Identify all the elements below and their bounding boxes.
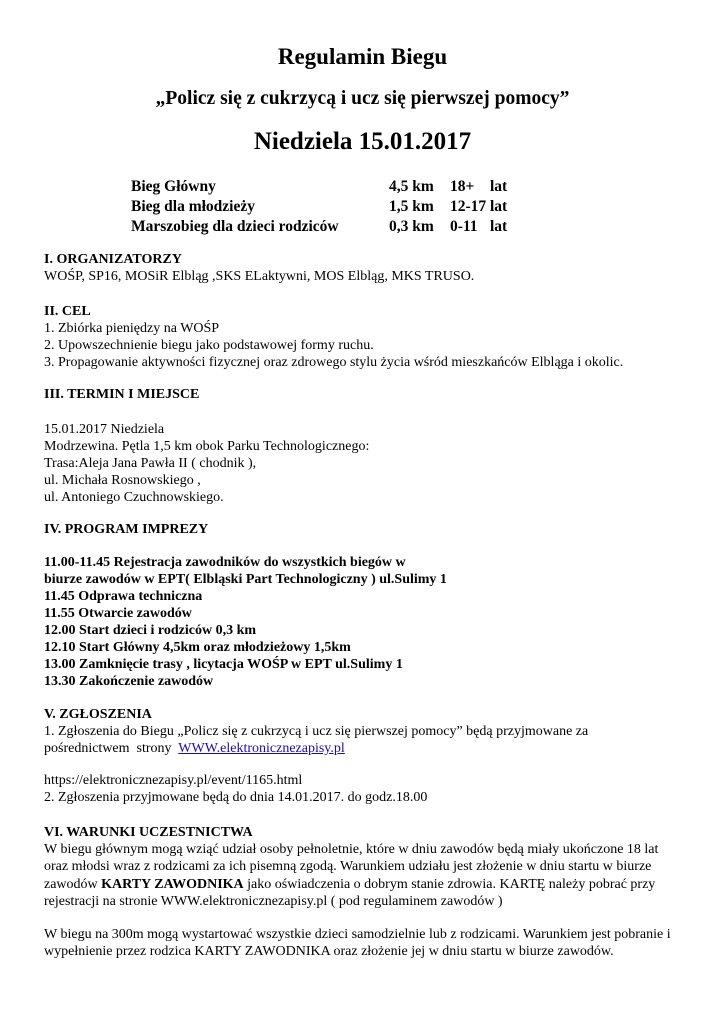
registration-prefix: pośrednictwem strony xyxy=(44,741,179,756)
section-heading: III. TERMIN I MIEJSCE xyxy=(44,387,200,402)
race-age-unit: lat xyxy=(490,198,508,215)
list-item: 1. Zbiórka pieniędzy na WOŚP xyxy=(44,321,220,336)
organizers-text: WOŚP, SP16, MOSiR Elbląg ,SKS ELaktywni, MOS Elbląg, MKS TRUSO. xyxy=(44,269,475,284)
schedule-line: 13.30 Zakończenie zawodów xyxy=(44,674,214,689)
venue-line: ul. Michała Rosnowskiego , xyxy=(44,473,201,488)
schedule-line: 13.00 Zamknięcie trasy , licytacja WOŚP w EPT ul.Sulimy 1 xyxy=(44,657,403,672)
registration-link[interactable]: WWW.elektronicznezapisy.pl xyxy=(178,741,345,756)
section-organizers xyxy=(44,251,694,285)
race-distance: 4,5 km xyxy=(389,178,434,195)
race-distance: 1,5 km xyxy=(389,198,434,215)
program-schedule xyxy=(44,554,694,690)
section-registration xyxy=(44,706,694,757)
section-heading: I. ORGANIZATORZY xyxy=(44,252,182,267)
section-goal xyxy=(44,303,694,371)
registration-extra xyxy=(44,772,694,806)
race-age-unit: lat xyxy=(490,178,508,195)
race-name: Bieg Główny xyxy=(131,178,216,195)
section-program xyxy=(44,521,694,538)
section-heading: IV. PROGRAM IMPREZY xyxy=(44,522,209,537)
venue-line: ul. Antoniego Czuchnowskiego. xyxy=(44,490,224,505)
event-date: Niedziela 15.01.2017 xyxy=(253,128,472,155)
race-name: Marszobieg dla dzieci rodziców xyxy=(131,218,339,235)
race-age: 0-11 xyxy=(450,218,478,235)
schedule-line: 11.45 Odprawa techniczna xyxy=(44,589,203,604)
schedule-line: 12.00 Start dzieci i rodziców 0,3 km xyxy=(44,623,257,638)
schedule-line: biurze zawodów w EPT( Elbląski Part Technologiczny ) ul.Sulimy 1 xyxy=(44,572,447,587)
race-row xyxy=(131,177,531,197)
document-title: Regulamin Biegu xyxy=(277,44,448,69)
schedule-line: 12.10 Start Główny 4,5km oraz młodzieżowy 1,5km xyxy=(44,640,351,655)
race-row xyxy=(131,217,531,237)
venue-details xyxy=(44,421,694,506)
race-name: Bieg dla młodzieży xyxy=(131,198,255,215)
event-subtitle: „Policz się z cukrzycą i ucz się pierwszej pomocy” xyxy=(155,88,570,109)
section-heading: VI. WARUNKI UCZESTNICTWA xyxy=(44,825,253,840)
conditions-text: jako oświadczenia o dobrym stanie zdrowia. KARTĘ należy pobrać przy rejestracji na stronie WWW.elektronicznezapisy.pl ( pod regulaminem zawodów ) xyxy=(44,876,656,909)
races-table xyxy=(131,177,531,237)
race-age: 18+ xyxy=(450,178,475,195)
list-item: 2. Upowszechnienie biegu jako podstawowej formy ruchu. xyxy=(44,338,374,353)
list-item: 3. Propagowanie aktywności fizycznej oraz zdrowego stylu życia wśród mieszkańców Elbląga i okolic. xyxy=(44,355,624,370)
schedule-line: 11.00-11.45 Rejestracja zawodników do wszystkich biegów w xyxy=(44,555,406,570)
conditions-paragraph xyxy=(44,841,684,910)
conditions-paragraph: W biegu na 300m mogą wystartować wszystkie dzieci samodzielnie lub z rodzicami. Warunkiem jest pobranie i wypełnienie przez rodzica KARTY ZAWODNIKA oraz złożenie jej w dniu startu w biurze zawodów. xyxy=(44,927,671,960)
registration-line xyxy=(44,740,694,757)
conditions-bold-text: KARTY ZAWODNIKA xyxy=(101,876,244,892)
registration-url: https://elektronicznezapisy.pl/event/1165.html xyxy=(44,773,303,788)
registration-deadline: 2. Zgłoszenia przyjmowane będą do dnia 14.01.2017. do godz.18.00 xyxy=(44,790,428,805)
section-conditions xyxy=(44,824,684,910)
schedule-line: 11.55 Otwarcie zawodów xyxy=(44,606,192,621)
conditions-text: W biegu głównym mogą wziąć udział osoby pełnoletnie, które w dniu zawodów będą miały ukończone 18 lat oraz młodsi wraz z rodzicami za ich pisemną zgodą. Warunkiem udziału jest złożenie w dniu startu w biurze zawodów xyxy=(44,842,659,892)
section-heading: II. CEL xyxy=(44,304,91,319)
race-age: 12-17 xyxy=(450,198,487,215)
race-row xyxy=(131,197,531,217)
section-heading: V. ZGŁOSZENIA xyxy=(44,707,152,722)
race-age-unit: lat xyxy=(490,218,508,235)
venue-line: Trasa:Aleja Jana Pawła II ( chodnik ), xyxy=(44,456,257,471)
race-distance: 0,3 km xyxy=(389,218,434,235)
section-venue xyxy=(44,386,694,403)
venue-line: 15.01.2017 Niedziela xyxy=(44,422,165,437)
venue-line: Modrzewina. Pętla 1,5 km obok Parku Technologicznego: xyxy=(44,439,370,454)
registration-line: 1. Zgłoszenia do Biegu „Policz się z cukrzycą i ucz się pierwszej pomocy” będą przyjmowane za xyxy=(44,724,589,739)
conditions-kids xyxy=(44,926,684,961)
